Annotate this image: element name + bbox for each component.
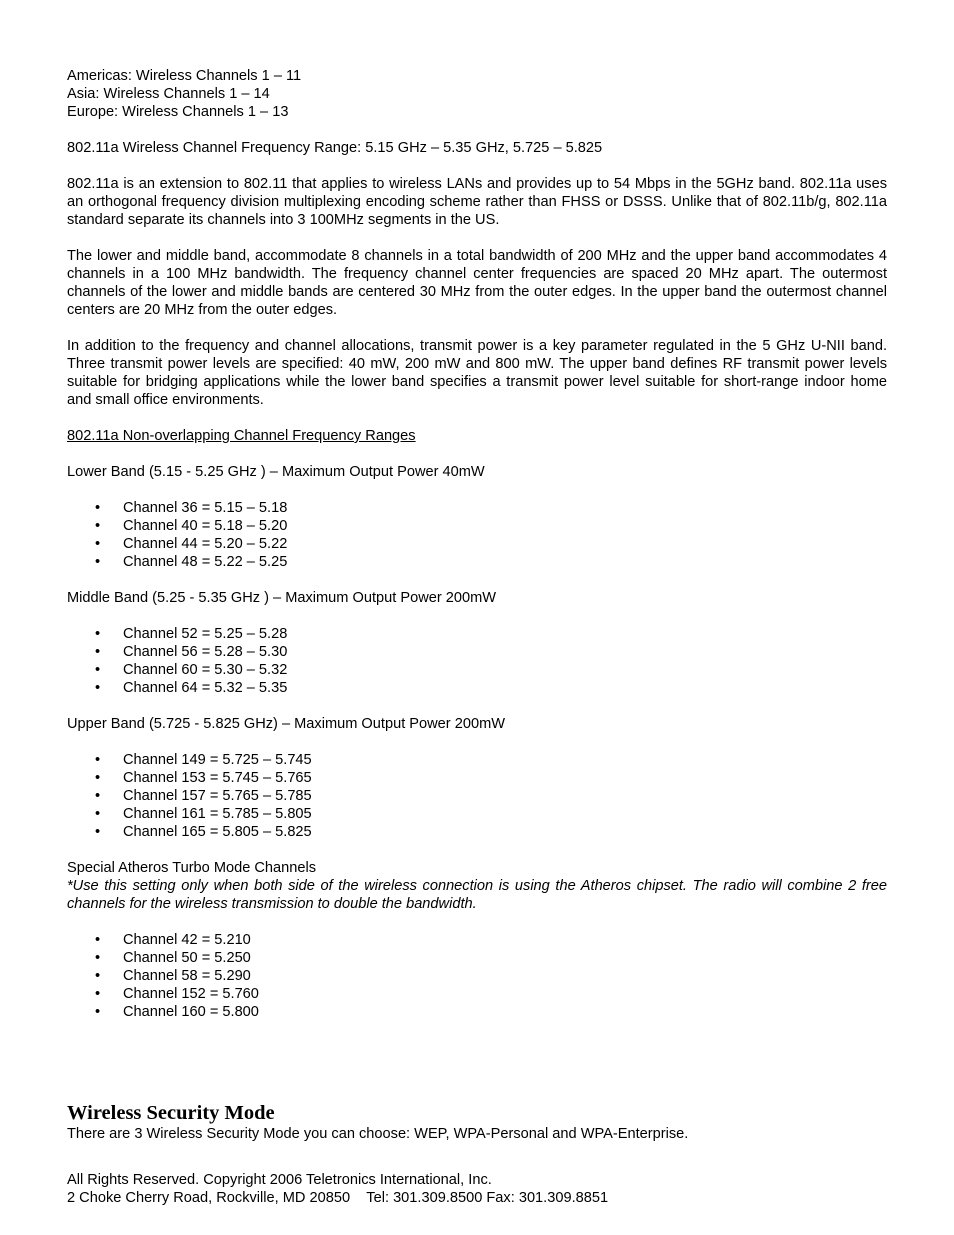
turbo-note: *Use this setting only when both side of the wireless connection is using the Atheros chipset. The radio will combine 2 free channels for the wireless transmission to double the bandwidth.	[67, 878, 887, 912]
lower-band-list	[67, 499, 887, 571]
list-item: • Channel 64 = 5.32 – 5.35	[67, 679, 887, 697]
list-item: • Channel 153 = 5.745 – 5.765	[67, 769, 887, 787]
middle-band-list	[67, 625, 887, 697]
list-item: • Channel 152 = 5.760	[67, 985, 887, 1003]
list-item: • Channel 56 = 5.28 – 5.30	[67, 643, 887, 661]
list-item: • Channel 60 = 5.30 – 5.32	[67, 661, 887, 679]
region-asia: Asia: Wireless Channels 1 – 14	[67, 86, 270, 102]
list-item: • Channel 149 = 5.725 – 5.745	[67, 751, 887, 769]
region-americas: Americas: Wireless Channels 1 – 11	[67, 68, 302, 84]
document-body	[67, 67, 887, 1021]
list-item: • Channel 44 = 5.20 – 5.22	[67, 535, 887, 553]
region-europe: Europe: Wireless Channels 1 – 13	[67, 104, 289, 120]
middle-band-heading: Middle Band (5.25 - 5.35 GHz ) – Maximum Output Power 200mW	[67, 590, 497, 606]
footer-address: 2 Choke Cherry Road, Rockville, MD 20850 Tel: 301.309.8500 Fax: 301.309.8851	[67, 1190, 609, 1206]
security-mode-title: Wireless Security Mode	[67, 1102, 275, 1124]
paragraph-power: In addition to the frequency and channel allocations, transmit power is a key parameter regulated in the 5 GHz U-NII band. Three transmit power levels are specified: 40 mW, 200 mW and 800 mW. The upper band defines RF transmit power levels suitable for bridging applications while the lower band specifies a transmit power level suitable for short-range indoor home and small office environments.	[67, 338, 887, 408]
paragraph-intro: 802.11a is an extension to 802.11 that applies to wireless LANs and provides up to 54 Mbps in the 5GHz band. 802.11a uses an orthogonal frequency division multiplexing encoding scheme rather than FHSS or DSSS. Unlike that of 802.11b/g, 802.11a standard separate its channels into 3 100MHz segments in the US.	[67, 176, 887, 228]
list-item: • Channel 52 = 5.25 – 5.28	[67, 625, 887, 643]
upper-band-list	[67, 751, 887, 841]
turbo-list	[67, 931, 887, 1021]
list-item: • Channel 58 = 5.290	[67, 967, 887, 985]
security-mode-text: There are 3 Wireless Security Mode you can choose: WEP, WPA-Personal and WPA-Enterprise.	[67, 1126, 689, 1142]
upper-band-heading: Upper Band (5.725 - 5.825 GHz) – Maximum Output Power 200mW	[67, 716, 505, 732]
list-item: • Channel 50 = 5.250	[67, 949, 887, 967]
list-item: • Channel 165 = 5.805 – 5.825	[67, 823, 887, 841]
page-footer	[67, 1171, 887, 1207]
footer-copyright: All Rights Reserved. Copyright 2006 Teletronics International, Inc.	[67, 1172, 492, 1188]
turbo-heading: Special Atheros Turbo Mode Channels	[67, 860, 317, 876]
list-item: • Channel 160 = 5.800	[67, 1003, 887, 1021]
list-item: • Channel 157 = 5.765 – 5.785	[67, 787, 887, 805]
list-item: • Channel 36 = 5.15 – 5.18	[67, 499, 887, 517]
nonoverlap-heading: 802.11a Non-overlapping Channel Frequency Ranges	[67, 428, 416, 444]
list-item: • Channel 40 = 5.18 – 5.20	[67, 517, 887, 535]
lower-band-heading: Lower Band (5.15 - 5.25 GHz ) – Maximum Output Power 40mW	[67, 464, 485, 480]
paragraph-bands: The lower and middle band, accommodate 8 channels in a total bandwidth of 200 MHz and the upper band accommodates 4 channels in a 100 MHz bandwidth. The frequency channel center frequencies are spaced 20 MHz apart. The outermost channels of the lower and middle bands are centered 30 MHz from the outer edges. In the upper band the outermost channel centers are 20 MHz from the outer edges.	[67, 248, 887, 318]
frequency-range: 802.11a Wireless Channel Frequency Range: 5.15 GHz – 5.35 GHz, 5.725 – 5.825	[67, 140, 603, 156]
list-item: • Channel 42 = 5.210	[67, 931, 887, 949]
list-item: • Channel 161 = 5.785 – 5.805	[67, 805, 887, 823]
list-item: • Channel 48 = 5.22 – 5.25	[67, 553, 887, 571]
